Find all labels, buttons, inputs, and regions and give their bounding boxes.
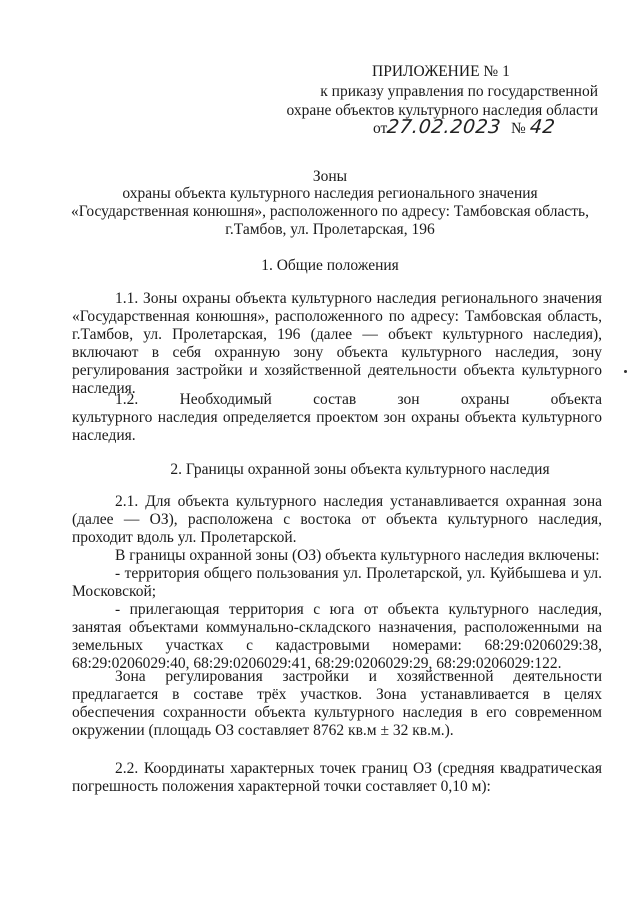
handwritten-date: 27.02.2023 <box>386 116 503 138</box>
doc-title-line-4: г.Тамбов, ул. Пролетарская, 196 <box>225 221 435 238</box>
paragraph-zone: Зона регулирования застройки и хозяйственной деятельности предлагается в составе трёх участков. Зона устанавливается в целях обеспечения сохранности объекта культурного наследия в его современном окружении (площадь ОЗ составляет 8762 кв.м ± 32 кв.м.). <box>72 668 602 739</box>
appendix-line-2: охране объектов культурного наследия области <box>286 102 598 119</box>
doc-title-line-3: «Государственная конюшня», расположенного по адресу: Тамбовская область, <box>71 203 589 220</box>
paragraph-2-2: 2.2. Координаты характерных точек границ ОЗ (средняя квадратическая погрешность положения характерной точки составляет 0,10 м): <box>72 760 602 795</box>
appendix-title: ПРИЛОЖЕНИЕ № 1 <box>372 63 510 80</box>
list-item-1: - территория общего пользования ул. Пролетарской, ул. Куйбышева и ул. Московской; <box>72 565 602 600</box>
appendix-date-line <box>373 117 555 139</box>
section-1-heading: 1. Общие положения <box>261 257 399 274</box>
appendix-line-1: к приказу управления по государственной <box>320 83 598 100</box>
paragraph-1-2-rest: культурного наследия определяется проектом зон охраны объекта культурного наследия. <box>72 409 602 444</box>
paragraph-1-1: 1.1. Зоны охраны объекта культурного наследия регионального значения «Государственная конюшня», расположенного по адресу: Тамбовская область, г.Тамбов, ул. Пролетарская, 196 (далее — объект культурного наследия), включают в себя охранную зону объекта культурного наследия, зону регулирования застройки и хозяйственной деятельности объекта культурного наследия. <box>72 290 602 397</box>
paragraph-2-1: 2.1. Для объекта культурного наследия устанавливается охранная зона (далее — ОЗ), расположена с востока от объекта культурного наследия, проходит вдоль ул. Пролетарской. <box>72 493 602 546</box>
paragraph-1-2-first-line: 1.2. Необходимый состав зон охраны объекта <box>115 391 602 408</box>
scan-speck <box>624 370 627 373</box>
handwritten-number: 42 <box>528 116 557 138</box>
number-prefix: № <box>511 120 526 137</box>
section-2-heading: 2. Границы охранной зоны объекта культурного наследия <box>170 461 550 478</box>
date-prefix: от <box>373 120 388 137</box>
paragraph-includes: В границы охранной зоны (ОЗ) объекта культурного наследия включены: <box>115 547 600 564</box>
list-item-2: - прилегающая территория с юга от объекта культурного наследия, занятая объектами коммунально-складского назначения, расположенными на земельных участках с кадастровыми номерами: 68:29:0206029:38, 68:29:0206029:40, 68:29:0206029:41, 68:29:0206029:29, 68:29:0206029:122. <box>72 601 602 672</box>
doc-title-line-2: охраны объекта культурного наследия регионального значения <box>122 185 538 202</box>
doc-title-line-1: Зоны <box>312 168 348 185</box>
